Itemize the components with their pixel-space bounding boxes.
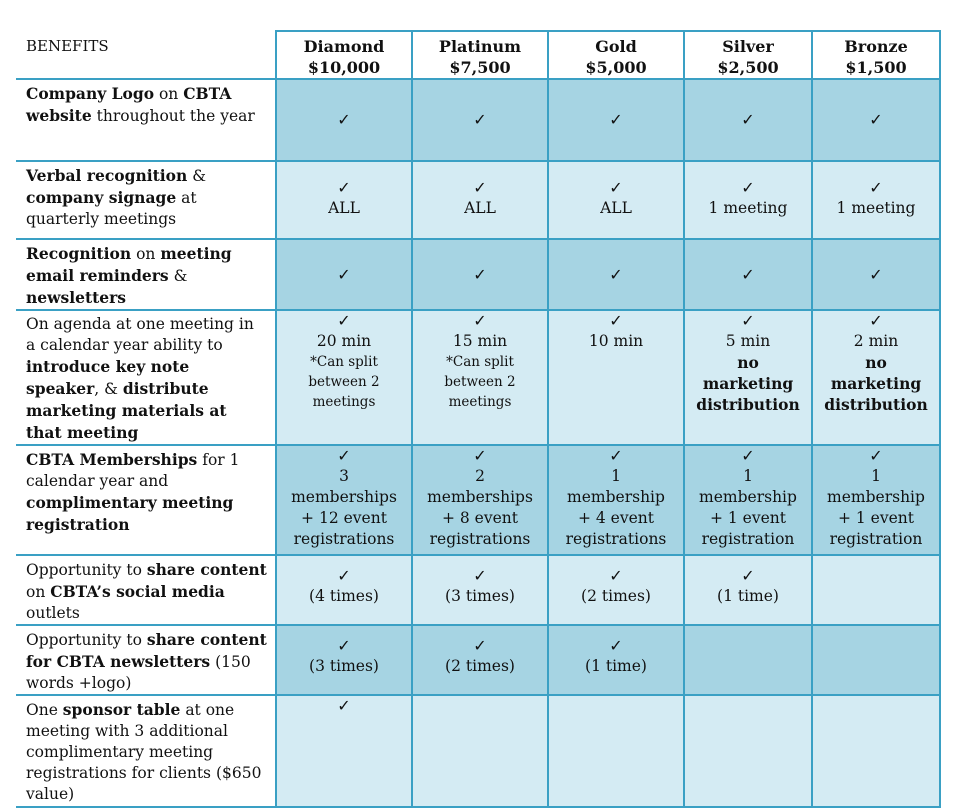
split-note: *Can split between 2 meetings xyxy=(444,354,516,410)
value-cell xyxy=(276,625,412,695)
value-text: (2 times) xyxy=(581,587,651,605)
tier-name: Silver xyxy=(722,37,774,56)
membership-unit: memberships xyxy=(291,488,397,506)
check-cell xyxy=(412,79,548,161)
time-text: 10 min xyxy=(588,332,644,350)
checkmark-icon: ✓ xyxy=(337,446,351,465)
no-marketing-note: no marketing distribution xyxy=(696,353,800,414)
checkmark-icon: ✓ xyxy=(741,264,755,284)
checkmark-icon: ✓ xyxy=(869,264,883,284)
tier-name: Platinum xyxy=(438,37,522,56)
benefit-label: Opportunity to share content for CBTA newsletters (150 words +logo) xyxy=(16,625,276,695)
tier-silver xyxy=(684,31,812,79)
check-cell xyxy=(548,79,684,161)
tier-price: $1,500 xyxy=(845,58,907,77)
checkmark-icon: ✓ xyxy=(337,110,351,129)
value-cell xyxy=(684,555,812,625)
check-cell xyxy=(412,239,548,310)
empty-cell xyxy=(548,695,684,807)
benefit-label: Company Logo on CBTA website throughout the year xyxy=(16,79,276,161)
tier-bronze xyxy=(812,31,940,79)
checkmark-icon: ✓ xyxy=(473,446,487,465)
time-text: 5 min xyxy=(725,332,771,350)
tier-name: Bronze xyxy=(844,37,908,56)
membership-unit: memberships xyxy=(427,488,533,506)
benefit-label: Verbal recognition & company signage at quarterly meetings xyxy=(16,161,276,239)
benefit-label: Opportunity to share content on CBTA’s social media outlets xyxy=(16,555,276,625)
checkmark-icon: ✓ xyxy=(337,264,351,284)
value-text: 1 meeting xyxy=(836,199,916,217)
membership-unit: membership xyxy=(699,488,797,506)
row-email-recognition xyxy=(16,239,940,310)
check-cell xyxy=(684,239,812,310)
empty-cell xyxy=(684,695,812,807)
checkmark-icon: ✓ xyxy=(609,264,623,284)
membership-cell xyxy=(412,445,548,555)
value-text: ALL xyxy=(464,199,496,217)
row-agenda xyxy=(16,310,940,445)
row-company-logo xyxy=(16,79,940,161)
checkmark-icon: ✓ xyxy=(337,696,351,715)
value-cell xyxy=(812,161,940,239)
value-text: ALL xyxy=(600,199,632,217)
benefit-label: Recognition on meeting email reminders & newsletters xyxy=(16,239,276,310)
empty-cell xyxy=(812,555,940,625)
value-text: ALL xyxy=(328,199,360,217)
checkmark-icon: ✓ xyxy=(741,566,755,585)
benefit-label: One sponsor table at one meeting with 3 additional complimentary meeting registrations for clients ($650 value) xyxy=(16,695,276,807)
value-cell xyxy=(412,625,548,695)
agenda-cell xyxy=(812,310,940,445)
checkmark-icon: ✓ xyxy=(337,311,351,330)
membership-count: 1 xyxy=(871,467,881,485)
value-cell xyxy=(684,161,812,239)
checkmark-icon: ✓ xyxy=(741,110,755,129)
benefits-heading: BENEFITS xyxy=(16,31,276,79)
value-cell xyxy=(412,161,548,239)
membership-count: 1 xyxy=(743,467,753,485)
checkmark-icon: ✓ xyxy=(337,178,351,197)
checkmark-icon: ✓ xyxy=(869,446,883,465)
check-cell xyxy=(276,239,412,310)
registration-text: registration xyxy=(701,530,795,548)
checkmark-icon: ✓ xyxy=(473,636,487,655)
time-text: 15 min xyxy=(452,332,508,350)
checkmark-icon: ✓ xyxy=(869,311,883,330)
value-cell xyxy=(548,555,684,625)
registration-text: registrations xyxy=(293,530,395,548)
empty-cell xyxy=(412,695,548,807)
value-text: (3 times) xyxy=(445,587,515,605)
membership-cell xyxy=(276,445,412,555)
checkmark-icon: ✓ xyxy=(609,110,623,129)
row-social-media xyxy=(16,555,940,625)
membership-count: 3 xyxy=(339,467,349,485)
agenda-cell xyxy=(684,310,812,445)
check-cell xyxy=(684,79,812,161)
time-text: 20 min xyxy=(316,332,372,350)
tier-name: Gold xyxy=(595,37,637,56)
time-text: 2 min xyxy=(853,332,899,350)
membership-count: 1 xyxy=(611,467,621,485)
value-cell xyxy=(276,555,412,625)
benefit-label: On agenda at one meeting in a calendar year ability to introduce key note speaker, & distribute marketing materials at that meeting xyxy=(16,310,276,445)
check-cell xyxy=(812,79,940,161)
value-text: 1 meeting xyxy=(708,199,788,217)
checkmark-icon: ✓ xyxy=(609,636,623,655)
checkmark-icon: ✓ xyxy=(869,178,883,197)
event-count: + 8 event xyxy=(441,509,519,527)
value-cell xyxy=(548,625,684,695)
agenda-cell xyxy=(412,310,548,445)
check-cell xyxy=(276,695,412,807)
no-marketing-note: no marketing distribution xyxy=(824,353,928,414)
tier-price: $10,000 xyxy=(307,58,381,77)
checkmark-icon: ✓ xyxy=(337,566,351,585)
empty-cell xyxy=(684,625,812,695)
row-sponsor-table xyxy=(16,695,940,807)
header-row xyxy=(16,31,940,79)
value-cell xyxy=(276,161,412,239)
membership-cell xyxy=(548,445,684,555)
check-cell xyxy=(548,239,684,310)
membership-unit: membership xyxy=(567,488,665,506)
tier-price: $5,000 xyxy=(585,58,647,77)
registration-text: registration xyxy=(829,530,923,548)
membership-cell xyxy=(684,445,812,555)
checkmark-icon: ✓ xyxy=(609,566,623,585)
checkmark-icon: ✓ xyxy=(609,178,623,197)
tier-name: Diamond xyxy=(303,37,385,56)
checkmark-icon: ✓ xyxy=(609,311,623,330)
checkmark-icon: ✓ xyxy=(609,446,623,465)
agenda-cell xyxy=(276,310,412,445)
check-cell xyxy=(276,79,412,161)
checkmark-icon: ✓ xyxy=(473,178,487,197)
tier-diamond xyxy=(276,31,412,79)
tier-platinum xyxy=(412,31,548,79)
checkmark-icon: ✓ xyxy=(741,178,755,197)
registration-text: registrations xyxy=(565,530,667,548)
membership-cell xyxy=(812,445,940,555)
value-text: (4 times) xyxy=(309,587,379,605)
empty-cell xyxy=(812,695,940,807)
value-text: (1 time) xyxy=(717,587,779,605)
value-text: (3 times) xyxy=(309,657,379,675)
row-memberships xyxy=(16,445,940,555)
value-text: (2 times) xyxy=(445,657,515,675)
benefits-table xyxy=(16,30,941,808)
membership-count: 2 xyxy=(475,467,485,485)
value-text: (1 time) xyxy=(585,657,647,675)
checkmark-icon: ✓ xyxy=(473,110,487,129)
checkmark-icon: ✓ xyxy=(337,636,351,655)
checkmark-icon: ✓ xyxy=(741,311,755,330)
checkmark-icon: ✓ xyxy=(473,566,487,585)
checkmark-icon: ✓ xyxy=(473,264,487,284)
checkmark-icon: ✓ xyxy=(473,311,487,330)
value-cell xyxy=(412,555,548,625)
event-count: + 1 event xyxy=(709,509,787,527)
checkmark-icon: ✓ xyxy=(741,446,755,465)
agenda-cell xyxy=(548,310,684,445)
row-verbal-recognition xyxy=(16,161,940,239)
event-count: + 1 event xyxy=(837,509,915,527)
registration-text: registrations xyxy=(429,530,531,548)
tier-gold xyxy=(548,31,684,79)
value-cell xyxy=(548,161,684,239)
membership-unit: membership xyxy=(827,488,925,506)
event-count: + 12 event xyxy=(301,509,387,527)
benefit-label: CBTA Memberships for 1 calendar year and complimentary meeting registration xyxy=(16,445,276,555)
tier-price: $2,500 xyxy=(717,58,779,77)
split-note: *Can split between 2 meetings xyxy=(308,354,380,410)
empty-cell xyxy=(812,625,940,695)
checkmark-icon: ✓ xyxy=(869,110,883,129)
tier-price: $7,500 xyxy=(449,58,511,77)
check-cell xyxy=(812,239,940,310)
row-newsletters xyxy=(16,625,940,695)
event-count: + 4 event xyxy=(577,509,655,527)
